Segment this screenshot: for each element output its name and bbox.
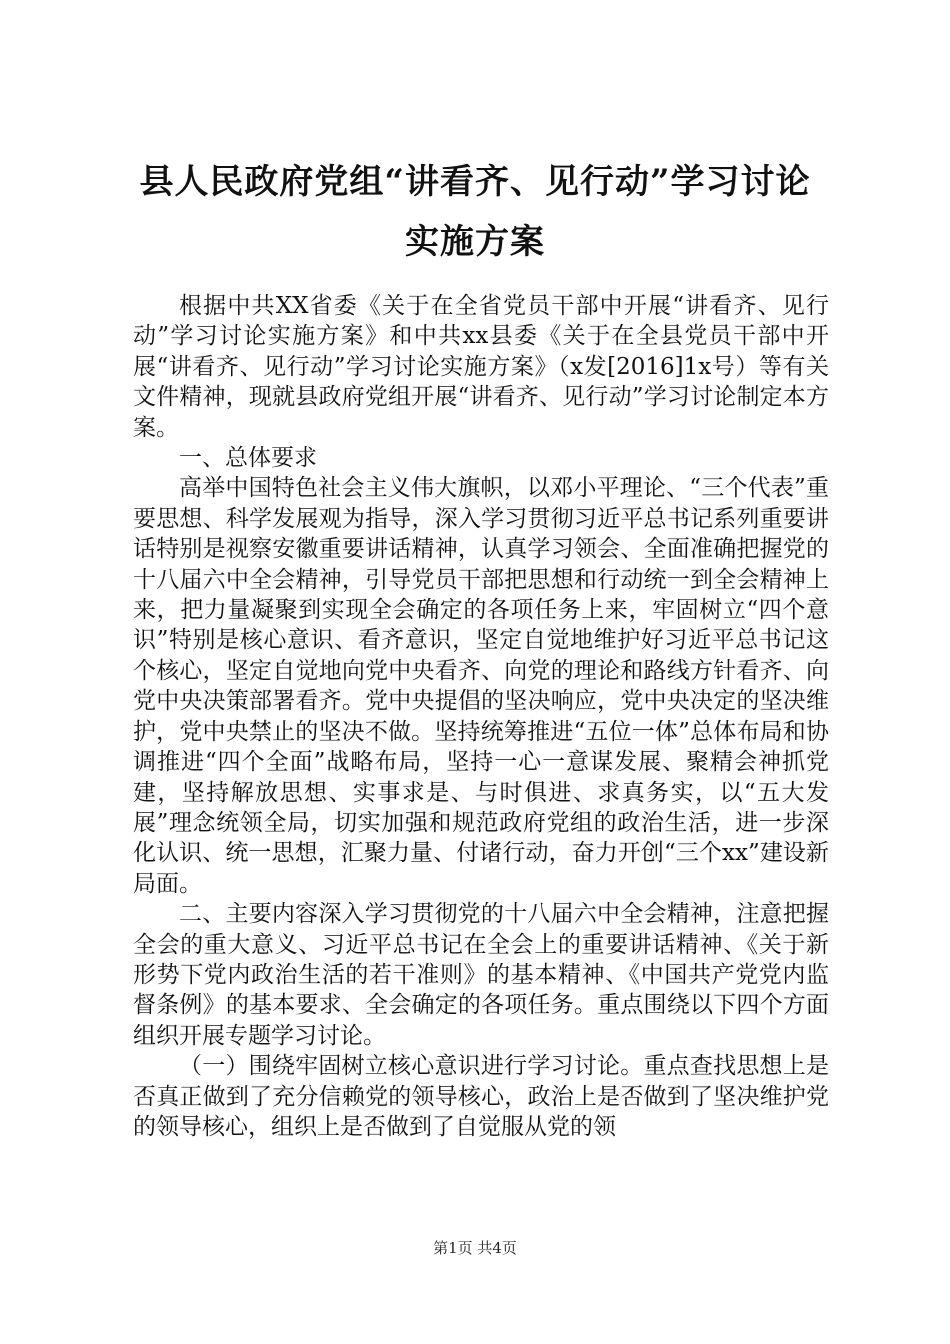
document-title-line-2: 实施方案 — [405, 222, 545, 262]
paragraph-general-requirements: 高举中国特色社会主义伟大旗帜，以邓小平理论、“三个代表”重要思想、科学发展观为指导，深入学习贯彻习近平总书记系列重要讲话特别是视察安徽重要讲话精神，认真学习领会、全面准确把握党的十八届六中全会精神，引导党员干部把思想和行动统一到全会精神上来，把力量凝聚到实现全会确定的各项任务上来，牢固树立“四个意识”特别是核心意识、看齐意识，坚定自觉地维护好习近平总书记这个核心，坚定自觉地向党中央看齐、向党的理论和路线方针看齐、向党中央决策部署看齐。党中央提倡的坚决响应，党中央决定的坚决维护，党中央禁止的坚决不做。坚持统筹推进“五位一体”总体布局和协调推进“四个全面”战略布局，坚持一心一意谋发展、聚精会神抓党建，坚持解放思想、实事求是、与时俱进、求真务实，以“五大发展”理念统领全局，切实加强和规范政府党组的政治生活，进一步深化认识、统一思想，汇聚力量、付诸行动，奋力开创“三个xx”建设新局面。 — [133, 475, 829, 897]
page-footer: 第1页 共4页 — [433, 1239, 517, 1257]
paragraph-main-content: 二、主要内容深入学习贯彻党的十八届六中全会精神，注意把握全会的重大意义、习近平总书记在全会上的重要讲话精神、《关于新形势下党内政治生活的若干准则》的基本精神、《中国共产党党内监督条例》的基本要求、全会确定的各项任务。重点围绕以下四个方面组织开展专题学习讨论。 — [133, 901, 829, 1049]
section-heading-general-requirements: 一、总体要求 — [179, 445, 317, 472]
paragraph-core-awareness: （一）围绕牢固树立核心意识进行学习讨论。重点查找思想上是否真正做到了充分信赖党的领导核心，政治上是否做到了坚决维护党的领导核心，组织上是否做到了自觉服从党的领 — [133, 1053, 829, 1140]
paragraph-intro: 根据中共XX省委《关于在全省党员干部中开展“讲看齐、见行动”学习讨论实施方案》和中共xx县委《关于在全县党员干部中开展“讲看齐、见行动”学习讨论实施方案》（x发[2016]1x号）等有关文件精神，现就县政府党组开展“讲看齐、见行动”学习讨论制定本方案。 — [133, 293, 829, 441]
document-title-line-1: 县人民政府党组“讲看齐、见行动”学习讨论 — [139, 162, 811, 202]
document-body — [133, 291, 829, 1142]
